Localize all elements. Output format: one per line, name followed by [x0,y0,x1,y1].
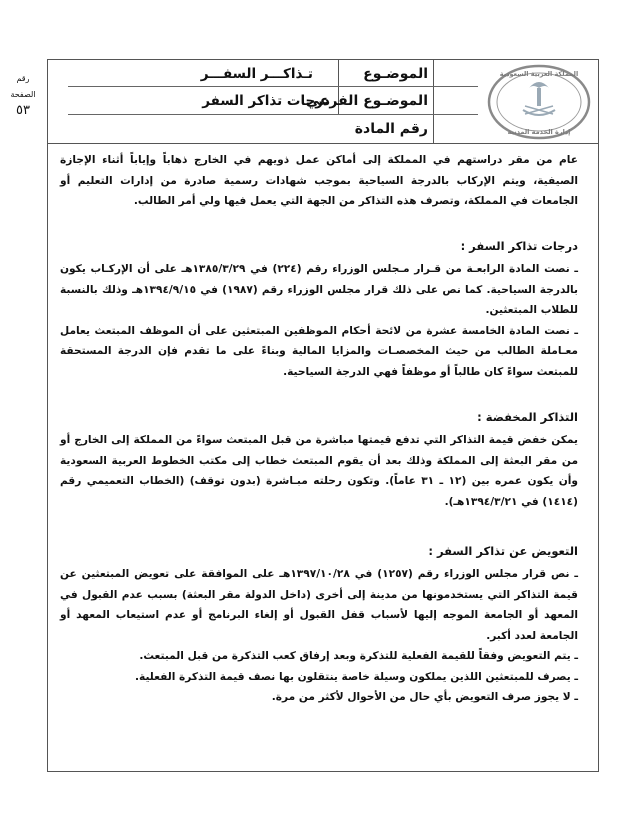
topic-value: تـذاكـــر السفـــر [200,66,313,82]
header-separator [48,143,598,144]
section-discounted-tickets [60,408,578,512]
paragraph: ـ نصت المادة الخامسة عشرة من لائحة أحكام الموظفين المبتعثين على أن الموظف المبتعث يعامل معـاملة الطالب من حيث المخصصـات والمزايا المالية وبناءً على ما تقدم فإن الدرجة المستحقة للمبتعث سواءً كان طالباً أو موظفاً فهي الدرجة السياحية. [60,324,578,378]
logo-text-top: المملكة العربية السعودية [499,70,579,78]
article-label: رقم المادة [354,121,428,137]
paragraph: ـ يصرف للمبتعثين اللذين يملكون وسيلة خاصة ينتقلون بها نصف قيمة التذكرة الفعلية. [135,670,578,683]
intro-block [60,150,578,212]
header-divider-right [433,60,434,143]
subtopic-rule [68,114,478,115]
topic-rule [68,86,478,87]
paragraph: ـ لا يجوز صرف التعويض بأي حال من الأحوال لأكثر من مرة. [271,691,578,703]
section-title: التذاكر المخفضة : [477,410,578,424]
section-title: درجات تذاكر السفر : [460,239,578,253]
section-ticket-classes [60,237,578,382]
logo-text-bottom: إدارة الخدمة المدنية [507,128,571,136]
paragraph: يمكن خفض قيمة التذاكر التي تدفع قيمتها مباشرة من قبل المبتعث سواءً من المملكة إلى الخارج أو من مقر البعثة إلى المملكة وذلك بعد أن يقوم المبتعث خطاب إلى مكتب الخطوط العربية السعودية وأن يكون عمره بين (١٢ ـ ٣١ عاماً). وتكون رحلته مبـاشرة (بدون توقف) (الخطاب التعميمي رقم (١٤١٤) في ١٣٩٤/٣/٢١هـ). [60,434,578,508]
page-number-box [0,59,46,119]
subtopic-value: درجات تذاكر السفر [202,93,330,109]
section-ticket-compensation [60,542,578,708]
emblem-logo [485,62,593,142]
page-label-number: رقم [16,74,30,83]
subtopic-label: الموضـوع الفرعي [305,93,428,109]
paragraph: ـ نصت المادة الرابعـة من قـرار مـجلس الوزراء رقم (٢٢٤) في ١٣٨٥/٣/٢٩هـ على أن الإركـاب يكون بالدرجة السياحية. كما نص على ذلك قرار مجلس الوزراء رقم (١٩٨٧) في ١٣٩٤/٩/١٥هـ وذلك بالنسبة للطلاب المبتعثين. [60,263,579,316]
intro-paragraph: عام من مقر دراستهم في المملكة إلى أماكن عمل ذويهم في الخارج ذهاباً وإياباً أثناء الإجازة الصيفية، ويتم الإركاب بالدرجة السياحية بموجب شهادات رسمية صادرة من إدارات التعليم أو الجامعات في المملكة، وتصرف هذه التذاكر من الجهة التي يعمل فيها ولي أمر الطالب. [60,154,578,207]
page-label-page: الصفحة [10,90,36,99]
topic-label: الموضـوع [363,66,428,82]
paragraph: ـ نص قرار مجلس الوزراء رقم (١٢٥٧) في ١٣٩٧/١٠/٢٨هـ على الموافقة على تعويض المبتعثين عن قيمة التذاكر التي يستخدمونها من مدينة إلى أخرى (داخل الدولة مقر البعثة) بسبب عدم القبول في المعهد أو الجامعة الموجه إليها لأسباب قفل القبول أو إلغاء البرنامج أو عدم استيعاب المعهد أو الجامعة لعدد أكبر. [60,568,578,642]
page-number: ٥٣ [16,103,30,118]
paragraph: ـ يتم التعويض وفقاً للقيمة الفعلية للتذكرة وبعد إرفاق كعب التذكرة من قبل المبتعث. [139,650,578,662]
section-title: التعويض عن تذاكر السفر : [428,544,578,558]
